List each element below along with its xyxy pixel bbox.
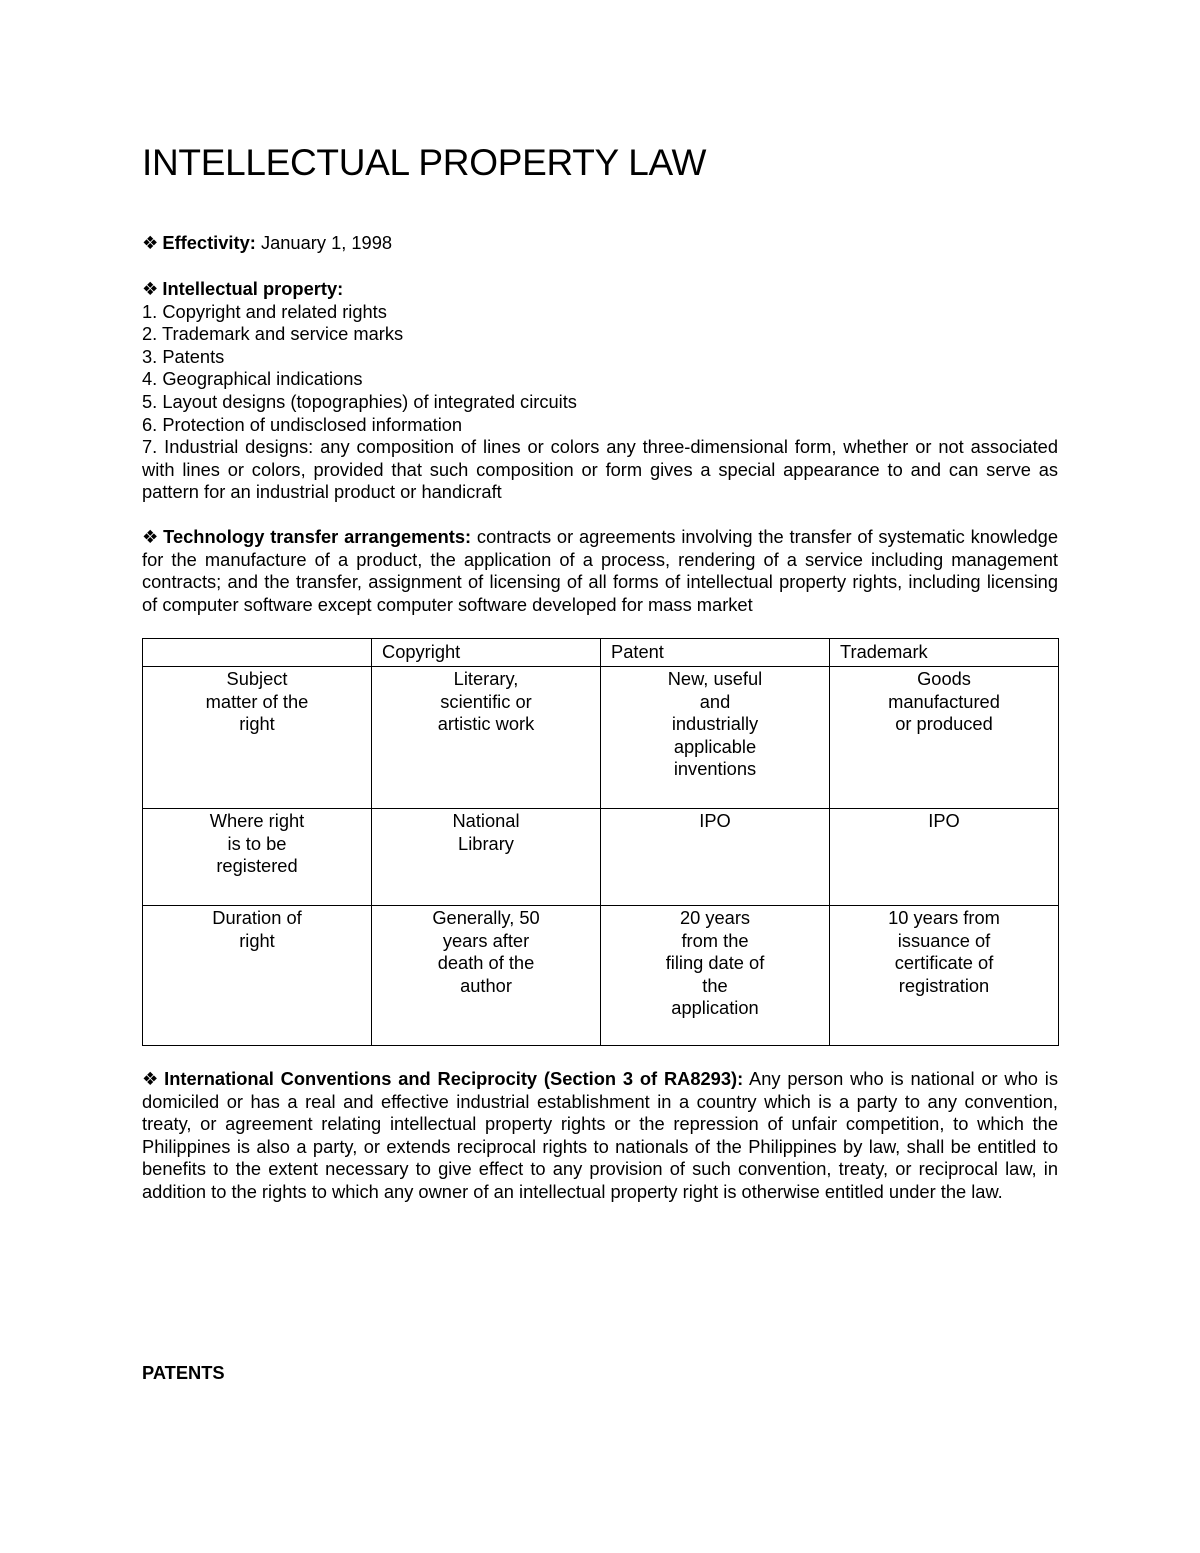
intellectual-property-section (142, 278, 1058, 504)
list-item: 2. Trademark and service marks (142, 323, 404, 345)
cell-line: filing date of (665, 952, 765, 974)
list-item: 6. Protection of undisclosed information (142, 413, 463, 435)
cell-line: industrially (671, 713, 759, 735)
list-item: 5. Layout designs (topographies) of integrated circuits (142, 390, 577, 412)
cell-line: or produced (895, 713, 993, 735)
table-cell (830, 906, 1059, 1046)
technology-transfer-paragraph (142, 526, 1058, 616)
cell-line: IPO (928, 810, 960, 831)
diamond-bullet-icon: ❖ (142, 232, 159, 253)
effectivity-line (142, 232, 1058, 255)
cell-line: Goods (917, 668, 971, 689)
cell-line: death of the (437, 952, 535, 974)
cell-line: and (699, 690, 731, 712)
effectivity-label: Effectivity: (162, 232, 256, 253)
cell-line: manufactured (888, 690, 1000, 712)
cell-line: certificate of (894, 952, 994, 974)
ip-comparison-table (142, 638, 1059, 1046)
table-cell (601, 809, 830, 906)
international-conventions-label: International Conventions and Reciprocity (Section 3 of RA8293): (164, 1068, 744, 1089)
international-conventions-text: Any person who is national or who is domiciled or has a real and effective industrial establishment in a country which is a party to any convention, treaty, or agreement relating intellectual property rights or the repression of unfair competition, to which the Philippines is also a party, or extends reciprocal rights to nationals of the Philippines by law, shall be entitled to benefits to the extent necessary to give effect to any provision of such convention, treaty, or reciprocal law, in addition to the rights to which any owner of an intellectual property right is otherwise entitled under the law. (142, 1068, 1058, 1202)
list-item: 4. Geographical indications (142, 368, 363, 390)
table-cell (372, 667, 601, 809)
technology-transfer-text: contracts or agreements involving the transfer of systematic knowledge for the manufacture of a product, the application of a process, rendering of a service including management contracts; and the transfer, assignment of licensing of all forms of intellectual property rights, including licensing of computer software except computer software developed for mass market (142, 526, 1058, 615)
cell-line: application (671, 997, 759, 1019)
list-item: 1. Copyright and related rights (142, 300, 387, 322)
cell-line: IPO (699, 810, 731, 831)
cell-line: Library (458, 832, 514, 854)
cell-line: Where right (209, 810, 305, 831)
table-header-cell (143, 639, 372, 667)
cell-line: matter of the (205, 690, 309, 712)
diamond-bullet-icon: ❖ (142, 1068, 161, 1089)
table-header-row (143, 639, 1059, 667)
table-row (143, 809, 1059, 906)
cell-line: from the (681, 929, 749, 951)
diamond-bullet-icon: ❖ (142, 278, 159, 299)
row-label-cell (143, 906, 372, 1046)
table-cell (830, 809, 1059, 906)
cell-line: registered (216, 855, 298, 877)
cell-line: issuance of (897, 929, 991, 951)
table-header-cell: Patent (601, 639, 830, 667)
cell-line: registration (898, 974, 990, 996)
row-label-cell (143, 667, 372, 809)
intellectual-property-heading (142, 278, 1058, 301)
table-cell (601, 667, 830, 809)
table-cell (601, 906, 830, 1046)
row-label-cell (143, 809, 372, 906)
cell-line: Generally, 50 (432, 907, 540, 928)
table-cell (830, 667, 1059, 809)
table-row (143, 667, 1059, 809)
cell-line: Duration of (212, 907, 302, 928)
section-heading-patents: PATENTS (142, 1362, 225, 1383)
effectivity-value: January 1, 1998 (260, 232, 393, 253)
cell-line: author (460, 974, 512, 996)
cell-line: years after (442, 929, 530, 951)
table-header-cell: Copyright (372, 639, 601, 667)
cell-line: right (239, 713, 275, 735)
table-cell (372, 809, 601, 906)
cell-line: the (702, 974, 728, 996)
cell-line: scientific or (440, 690, 532, 712)
list-item: 7. Industrial designs: any composition of lines or colors any three-dimensional form, whether or not associated with lines or colors, provided that such composition or form gives a special appearance to and can serve as pattern for an industrial product or handicraft (142, 436, 1058, 503)
cell-line: National (452, 810, 520, 831)
cell-line: Literary, (453, 668, 519, 689)
table-cell (372, 906, 601, 1046)
page-title: INTELLECTUAL PROPERTY LAW (142, 142, 707, 183)
diamond-bullet-icon: ❖ (142, 526, 160, 547)
cell-line: New, useful (667, 668, 763, 689)
international-conventions-paragraph (142, 1068, 1058, 1204)
intellectual-property-label: Intellectual property: (162, 278, 344, 299)
cell-line: is to be (227, 832, 287, 854)
cell-line: Subject (226, 668, 288, 689)
cell-line: applicable (673, 735, 757, 757)
cell-line: 10 years from (888, 907, 1000, 928)
list-item: 3. Patents (142, 345, 225, 367)
technology-transfer-label: Technology transfer arrangements: (163, 526, 472, 547)
cell-line: artistic work (437, 713, 535, 735)
table-row (143, 906, 1059, 1046)
cell-line: right (239, 929, 275, 951)
cell-line: 20 years (679, 907, 751, 928)
table-header-cell: Trademark (830, 639, 1059, 667)
cell-line: inventions (673, 758, 757, 780)
